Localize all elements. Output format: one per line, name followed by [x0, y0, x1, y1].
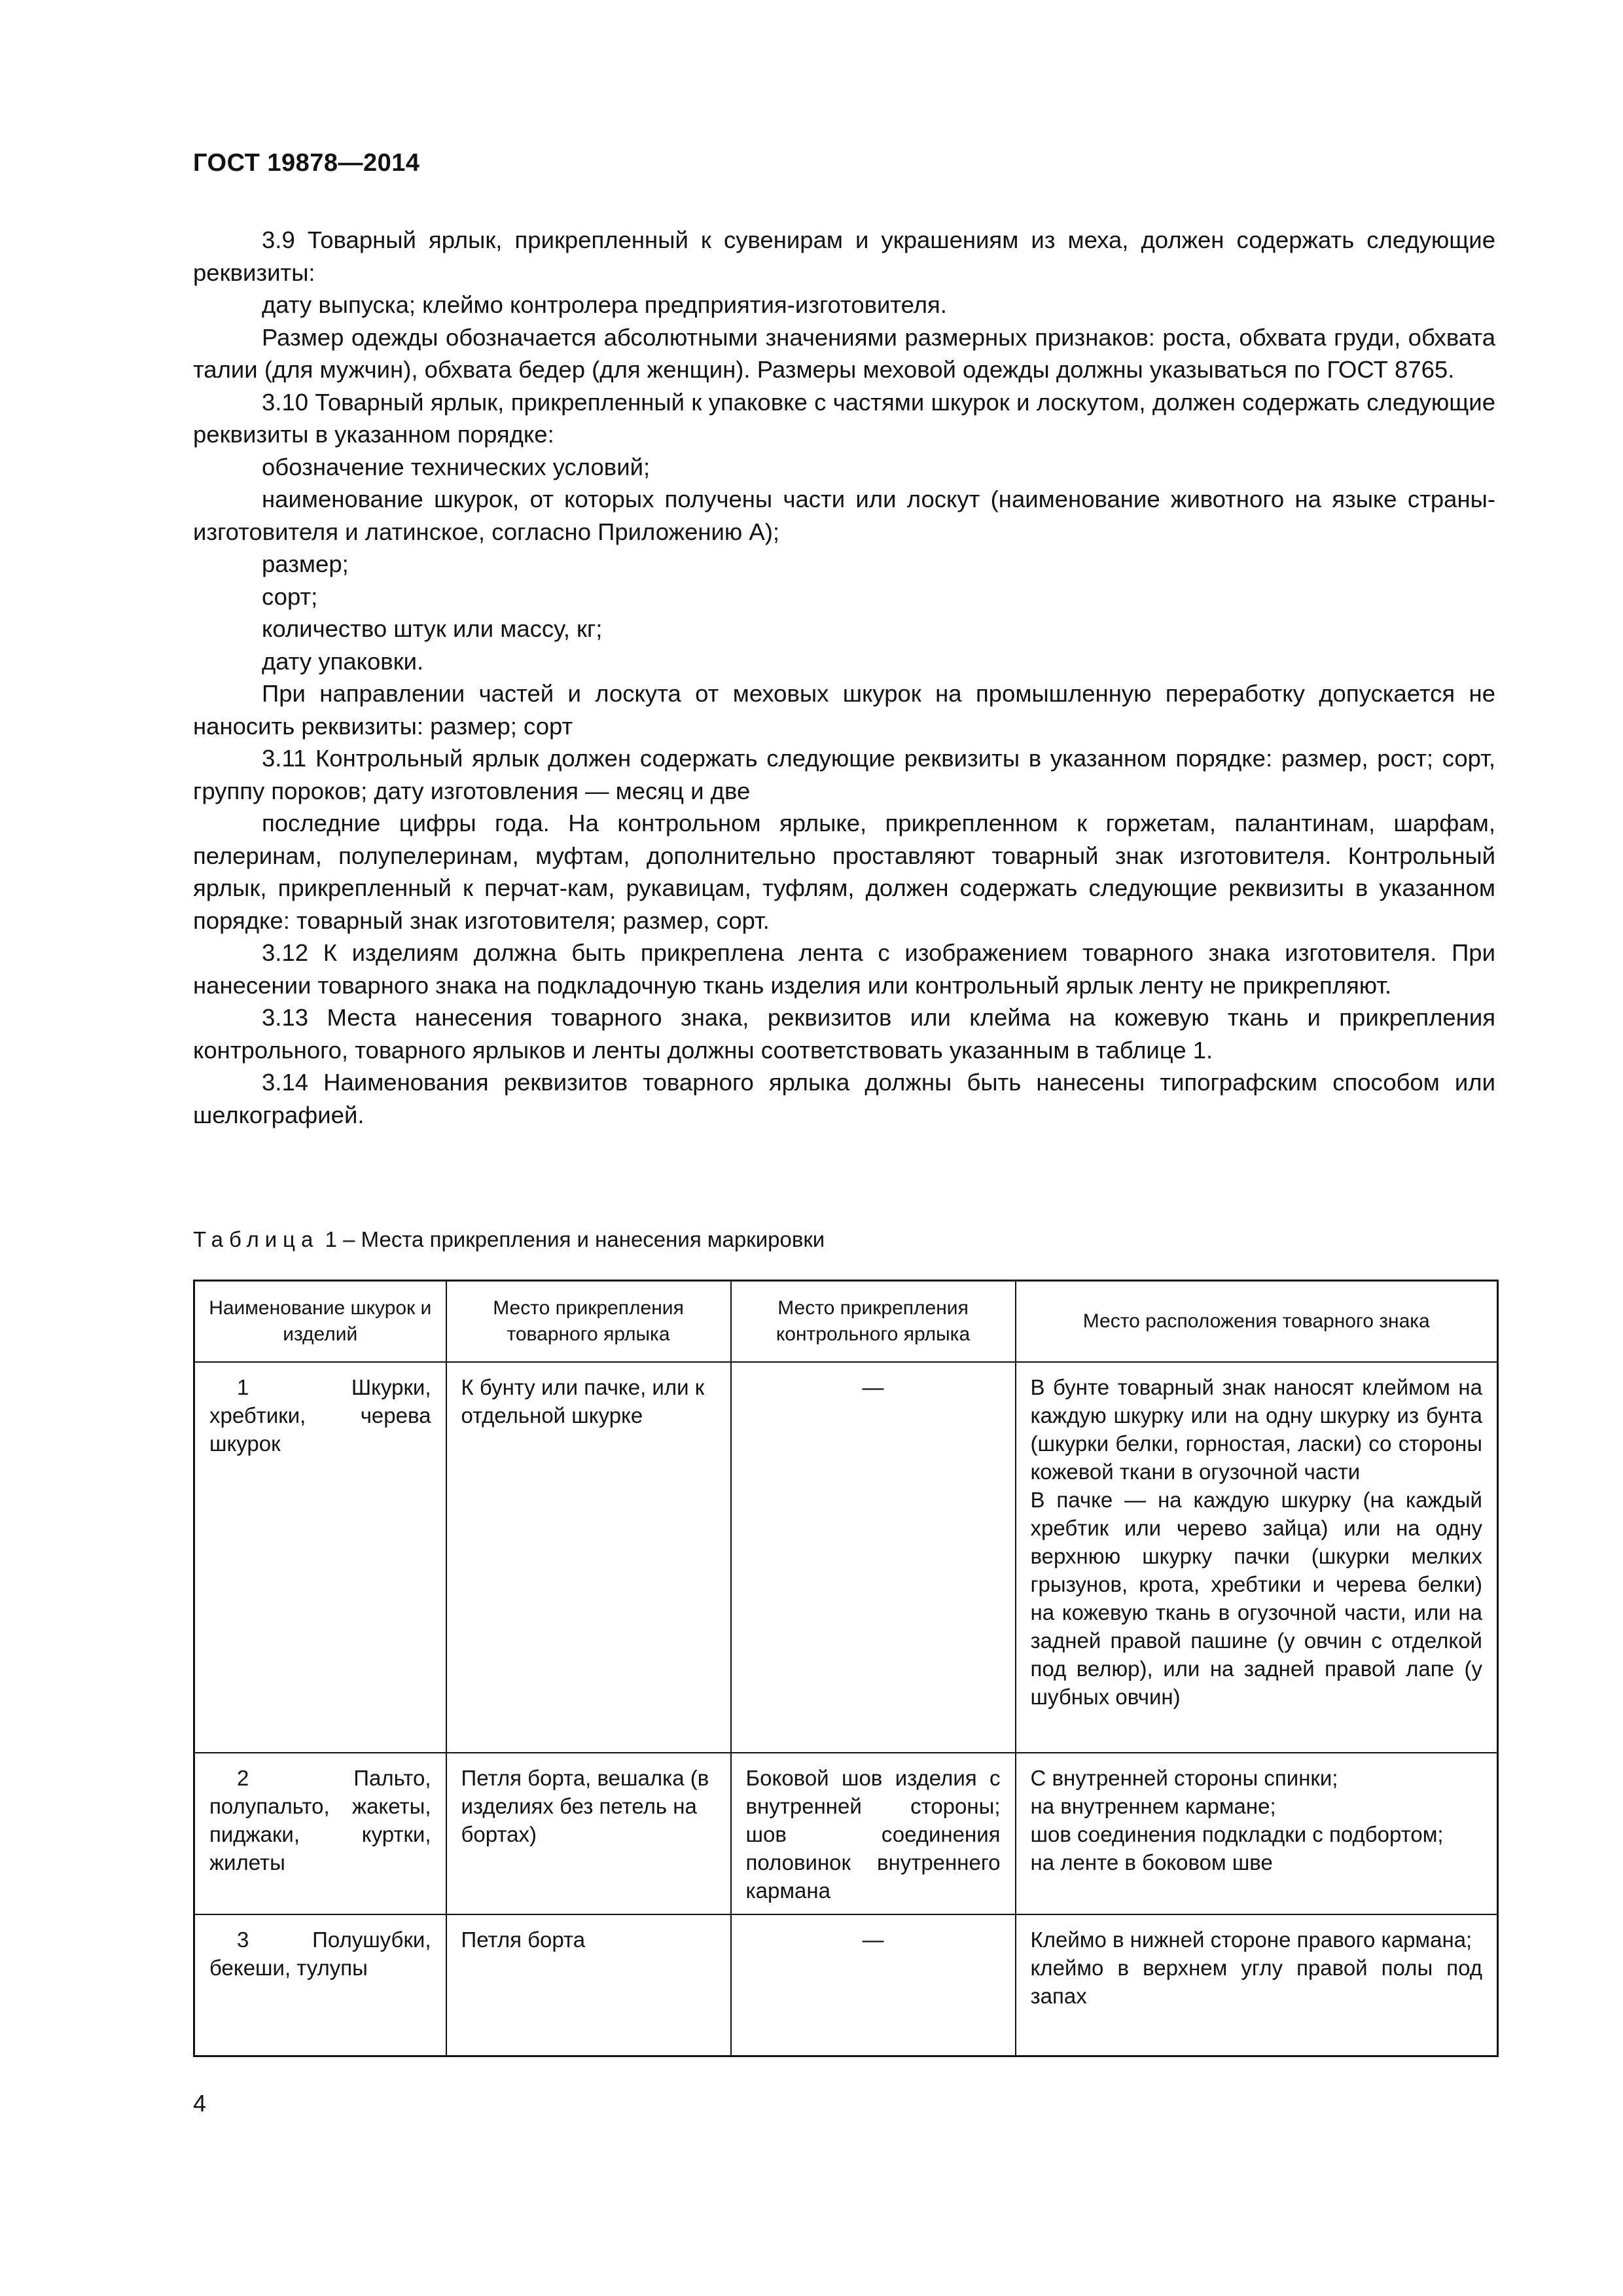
- item-name-cell: 2 Пальто, полупальто, жакеты, пиджаки, куртки, жилеты: [194, 1753, 446, 1914]
- trademark-line: на внутреннем кармане;: [1030, 1794, 1276, 1818]
- column-header: Наименование шкурок и изделий: [194, 1281, 446, 1363]
- trademark-line: С внутренней стороны спинки;: [1030, 1766, 1338, 1790]
- trademark-cell: [1016, 1753, 1498, 1914]
- column-header: Место расположения товарного знака: [1016, 1281, 1498, 1363]
- trademark-cell: [1016, 1914, 1498, 2056]
- paragraph: последние цифры года. На контрольном ярлыке, прикрепленном к горжетам, палантинам, шарфам, пелеринам, полупелеринам, муфтам, дополнительно проставляют товарный знак изготовителя. Контрольный ярлык, прикрепленный к перчат-кам, рукавицам, туфлям, должен содержать следующие реквизиты в указанном порядке: товарный знак изготовителя; размер, сорт.: [193, 810, 1495, 934]
- table-row: [194, 1753, 1498, 1914]
- paragraph: 3.14 Наименования реквизитов товарного ярлыка должны быть нанесены типографским способом или шелкографией.: [193, 1069, 1495, 1128]
- paragraph: дату выпуска; клеймо контролера предприятия-изготовителя.: [262, 291, 947, 318]
- paragraph: количество штук или массу, кг;: [262, 615, 603, 642]
- table-caption: [193, 1227, 825, 1252]
- paragraph: При направлении частей и лоскута от меховых шкурок на промышленную переработку допускается не наносить реквизиты: размер; сорт: [193, 680, 1495, 740]
- table-caption-text: 1 – Места прикрепления и нанесения маркировки: [319, 1227, 825, 1251]
- paragraph: 3.11 Контрольный ярлык должен содержать следующие реквизиты в указанном порядке: размер, рост; сорт, группу пороков; дату изготовления — месяц и две: [193, 745, 1495, 804]
- column-header: Место прикрепления контрольного ярлыка: [731, 1281, 1016, 1363]
- paragraph: сорт;: [262, 583, 318, 610]
- table-caption-prefix: Таблица: [193, 1227, 319, 1251]
- paragraph: 3.13 Места нанесения товарного знака, реквизитов или клейма на кожевую ткань и прикрепления контрольного, товарного ярлыков и ленты должны соответствовать указанным в таблице 1.: [193, 1004, 1495, 1064]
- paragraph: 3.9 Товарный ярлык, прикрепленный к сувенирам и украшениям из меха, должен содержать следующие реквизиты:: [193, 226, 1495, 286]
- page-number: 4: [193, 2090, 207, 2117]
- trademark-line: Клеймо в нижней стороне правого кармана;: [1030, 1928, 1472, 1952]
- table-row: [194, 1362, 1498, 1753]
- paragraph: Размер одежды обозначается абсолютными значениями размерных признаков: роста, обхвата груди, обхвата талии (для мужчин), обхвата бедер (для женщин). Размеры меховой одежды должны указываться по ГОСТ 8765.: [193, 323, 1495, 383]
- paragraph: размер;: [262, 550, 349, 577]
- item-name-cell: 1 Шкурки, хребтики, черева шкурок: [194, 1362, 446, 1753]
- table-row: [194, 1914, 1498, 2056]
- marking-table: [193, 1280, 1499, 2057]
- paragraph: 3.10 Товарный ярлык, прикрепленный к упаковке с частями шкурок и лоскутом, должен содержать следующие реквизиты в указанном порядке:: [193, 388, 1495, 448]
- product-tag-cell: Петля борта, вешалка (в изделиях без петель на бортах): [446, 1753, 731, 1914]
- trademark-line: В пачке — на каждую шкурку (на каждый хребтик или черево зайца) или на одну верхнюю шкурку пачки (шкурки мелких грызунов, крота, хребтики и черева белки) на кожевую ткань в огузочной части, или на задней правой пашине (у овчин с отделкой под велюр), или на задней правой лапе (у шубных овчин): [1030, 1488, 1482, 1709]
- table-header-row: [194, 1281, 1498, 1363]
- column-header: Место прикрепления товарного ярлыка: [446, 1281, 731, 1363]
- control-tag-cell: —: [731, 1362, 1016, 1753]
- control-tag-cell: —: [731, 1914, 1016, 2056]
- item-name-cell: 3 Полушубки, бекеши, тулупы: [194, 1914, 446, 2056]
- paragraph: 3.12 К изделиям должна быть прикреплена лента с изображением товарного знака изготовителя. При нанесении товарного знака на подкладочную ткань изделия или контрольный ярлык ленту не прикрепляют.: [193, 939, 1495, 999]
- paragraph: обозначение технических условий;: [262, 453, 651, 480]
- product-tag-cell: К бунту или пачке, или к отдельной шкурке: [446, 1362, 731, 1753]
- trademark-line: клеймо в верхнем углу правой полы под запах: [1030, 1956, 1482, 2008]
- paragraph: наименование шкурок, от которых получены части или лоскут (наименование животного на языке страны-изготовителя и латинское, согласно Приложению А);: [193, 486, 1495, 545]
- paragraph: дату упаковки.: [262, 647, 424, 675]
- product-tag-cell: Петля борта: [446, 1914, 731, 2056]
- body-text: [193, 224, 1495, 1131]
- trademark-line: на ленте в боковом шве: [1030, 1850, 1273, 1874]
- control-tag-cell: Боковой шов изделия с внутренней стороны; шов соединения половинок внутреннего кармана: [731, 1753, 1016, 1914]
- trademark-cell: [1016, 1362, 1498, 1753]
- document-header: ГОСТ 19878—2014: [193, 149, 420, 177]
- trademark-line: шов соединения подкладки с подбортом;: [1030, 1822, 1444, 1846]
- trademark-line: В бунте товарный знак наносят клеймом на каждую шкурку или на одну шкурку из бунта (шкурки белки, горностая, ласки) со стороны кожевой ткани в огузочной части: [1030, 1375, 1482, 1484]
